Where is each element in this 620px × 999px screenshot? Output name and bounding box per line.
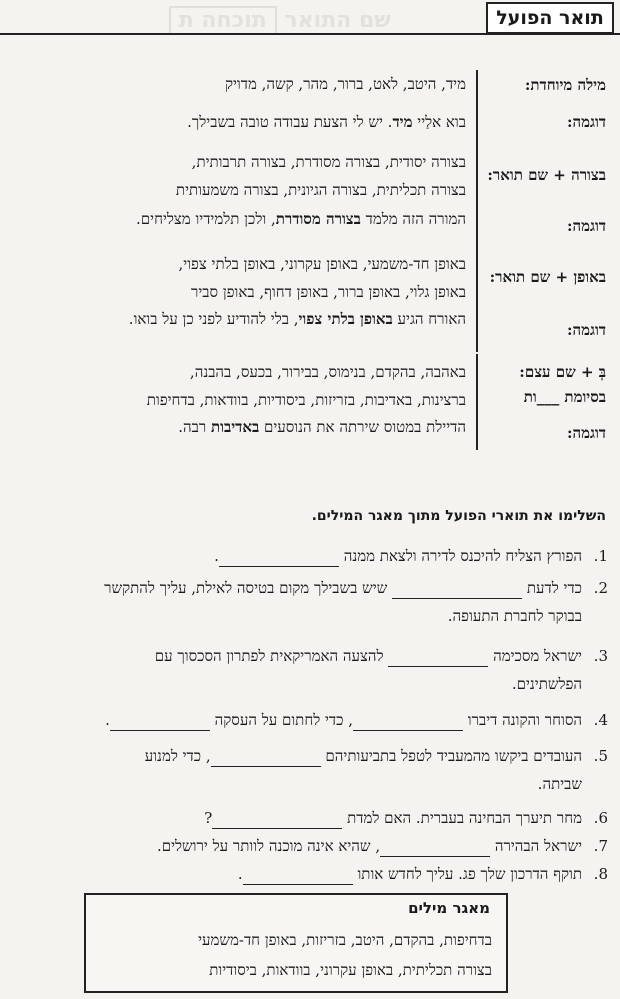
example-row — [10, 100, 610, 144]
exercise-item — [10, 706, 608, 734]
example-bold: בצורה מסודרת — [275, 210, 361, 228]
def-line: בצורה תכליתית, בצורה הגיונית, בצורה משמעותית — [175, 181, 466, 199]
exercise-number: 1. — [593, 547, 608, 565]
def-line: באהבה, בהקדם, בנימוס, בבירור, בכעס, בהבנה, — [189, 363, 466, 381]
exercise-item — [10, 860, 608, 888]
exercise-item — [10, 832, 608, 860]
word-bank-title: מאגר מילים — [408, 899, 490, 917]
definitions-table — [10, 70, 610, 450]
ghost-header-text: שם התואר — [284, 8, 391, 33]
def-row-form-adjective — [10, 144, 610, 206]
exercise-text: תוקף הדרכון שלך פג. עליך לחדש אותו . — [237, 865, 582, 883]
exercise-number: 8. — [593, 865, 608, 883]
example-content: האורח הגיע באופן בלתי צפוי, בלי להודיע לפני כן על בואו. — [10, 308, 478, 352]
exercise-list — [10, 542, 608, 888]
exercise-text: העובדים ביקשו מהמעביד לטפל בתביעותיהם , כדי למנוע שביתה. — [144, 747, 582, 793]
def-content — [10, 354, 478, 416]
exercise-number: 3. — [593, 647, 608, 665]
answer-blank[interactable] — [219, 548, 339, 567]
answer-blank[interactable] — [110, 712, 210, 731]
def-row-special-word — [10, 70, 610, 100]
exercise-number: 7. — [593, 837, 608, 855]
exercise-text: מחר תיערך הבחינה בעברית. האם למדת ? — [204, 809, 582, 827]
def-content — [10, 144, 478, 206]
def-line: באופן גלוי, באופן ברור, באופן דחוף, באופן סביר — [191, 283, 466, 301]
exercise-item — [10, 742, 608, 798]
word-bank — [84, 893, 508, 993]
def-label: באופן + שם תואר: — [489, 267, 606, 286]
exercise-number: 5. — [593, 747, 608, 765]
exercise-text: הסוחר והקונה דיברו , כדי לחתום על העסקה . — [105, 711, 582, 729]
exercise-item — [10, 542, 608, 570]
example-label: דוגמה: — [566, 423, 606, 442]
answer-blank[interactable] — [380, 838, 490, 857]
def-row-manner-adjective — [10, 246, 610, 308]
example-content: הדיילת במטוס שירתה את הנוסעים באדיבות רבה. — [10, 416, 478, 450]
instructions: השלימו את תוארי הפועל מתוך מאגר המילים. — [311, 508, 606, 524]
answer-blank[interactable] — [388, 648, 488, 667]
answer-blank[interactable] — [212, 810, 342, 829]
exercise-item — [10, 642, 608, 698]
exercise-item — [10, 804, 608, 832]
def-label: מילה מיוחדת: — [524, 75, 606, 94]
example-label: דוגמה: — [566, 320, 606, 339]
answer-blank[interactable] — [211, 748, 321, 767]
example-content: בוא אלַיי מיד. יש לי הצעת עבודה טובה בשבילך. — [10, 100, 478, 144]
exercise-number: 2. — [593, 579, 608, 597]
answer-blank[interactable] — [353, 712, 463, 731]
header-divider — [0, 33, 620, 35]
word-bank-line: בצורה תכליתית, באופן עקרוני, בוודאות, ביסודיות — [209, 961, 492, 979]
example-bold: באופן בלתי צפוי — [298, 310, 393, 328]
exercise-text: הפורץ הצליח להיכנס לדירה ולצאת ממנה . — [214, 547, 582, 565]
exercise-text: ישראל הבהירה , שהיא אינה מוכנה לוותר על ירושלים. — [156, 837, 582, 855]
answer-blank[interactable] — [243, 866, 353, 885]
def-row-noun-suffix — [10, 354, 610, 416]
example-content: המורה הזה מלמד בצורה מסודרת, ולכן תלמידיו מצליחים. — [10, 206, 478, 246]
exercise-text: ישראל מסכימה להצעה האמריקאית לפתרון הסכסוך עם הפלשתינים. — [154, 647, 582, 693]
def-content — [10, 246, 478, 308]
def-line: באופן חד-משמעי, באופן עקרוני, באופן בלתי צפוי, — [178, 255, 466, 273]
example-row — [10, 416, 610, 450]
example-row — [10, 206, 610, 246]
ghost-header — [6, 6, 391, 36]
def-label: בצורה + שם תואר: — [487, 165, 606, 184]
exercise-text: כדי לדעת שיש בשבילך מקום בטיסה לאילת, עליך להתקשר בבוקר לחברת התעופה. — [104, 579, 582, 625]
def-content: מיד, היטב, לאט, ברור, מהר, קשה, מדויק — [10, 70, 478, 100]
answer-blank[interactable] — [392, 580, 522, 599]
def-line: בצורה יסודית, בצורה מסודרת, בצורה תרבותית, — [191, 153, 466, 171]
def-label: בְּ + שם עצם: בסיומת ___ות — [519, 363, 606, 406]
exercise-item — [10, 574, 608, 630]
exercise-number: 6. — [593, 809, 608, 827]
word-bank-line: בדחיפות, בהקדם, היטב, בזריזות, באופן חד-משמעי — [198, 931, 492, 949]
example-label: דוגמה: — [566, 216, 606, 235]
example-row — [10, 308, 610, 352]
page-title: תואר הפועל — [486, 2, 614, 34]
def-line: ברצינות, באדיבות, בזריזות, ביסודיות, בוודאות, בדחיפות — [146, 391, 466, 409]
ghost-header-badge: תוכחה ת — [169, 6, 277, 35]
exercise-number: 4. — [593, 711, 608, 729]
example-label: דוגמה: — [566, 112, 606, 131]
example-bold: מיד — [392, 113, 413, 131]
example-bold: באדיבות — [210, 418, 260, 436]
